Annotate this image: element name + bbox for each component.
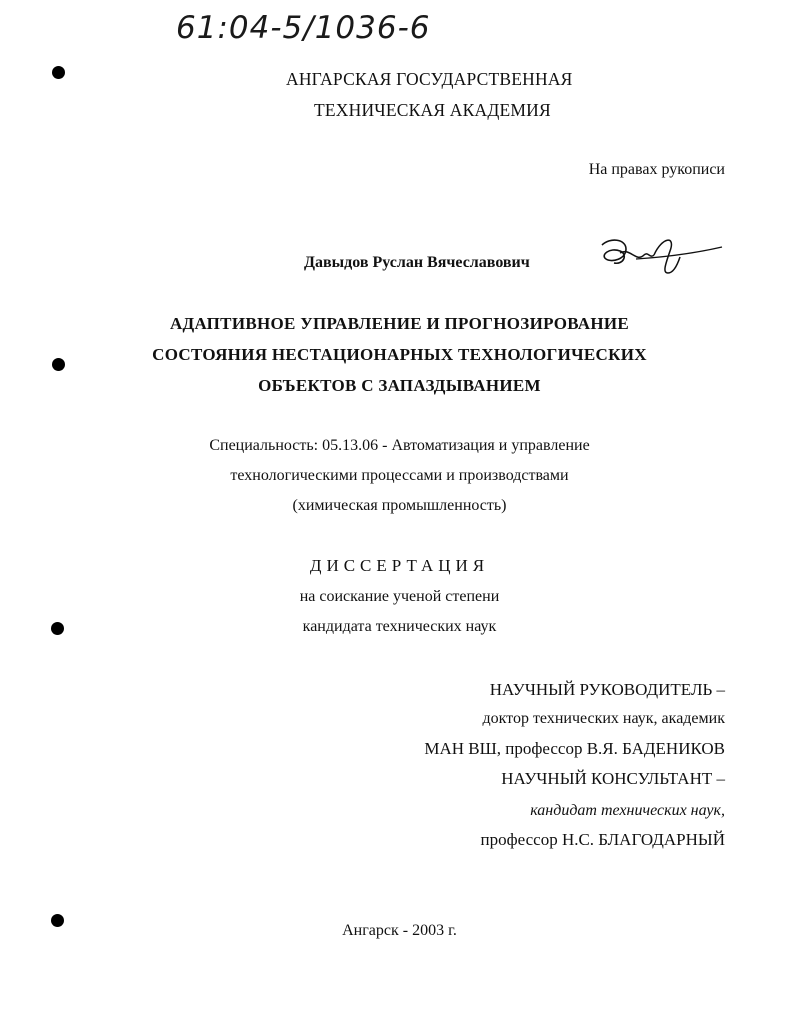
consultant-heading: НАУЧНЫЙ КОНСУЛЬТАНТ – <box>501 769 725 788</box>
specialty-line-3: (химическая промышленность) <box>292 497 507 514</box>
institution-line-2: ТЕХНИЧЕСКАЯ АКАДЕМИЯ <box>314 100 551 120</box>
work-type: ДИССЕРТАЦИЯ <box>309 556 490 575</box>
place-year: Ангарск - 2003 г. <box>342 922 457 939</box>
specialty-line-2: технологическими процессами и производствами <box>230 467 569 484</box>
archive-mark: 61:04-5/1036-6 <box>176 10 431 46</box>
supervisor-degree: доктор технических наук, академик <box>482 710 725 727</box>
specialty-line-1: Специальность: 05.13.06 - Автоматизация и управление <box>209 437 590 454</box>
institution-line-1: АНГАРСКАЯ ГОСУДАРСТВЕННАЯ <box>286 69 573 89</box>
degree-line-1: на соискание ученой степени <box>299 588 500 605</box>
degree-line-2: кандидата технических наук <box>302 618 497 635</box>
title-line-3: ОБЪЕКТОВ С ЗАПАЗДЫВАНИЕМ <box>258 376 541 395</box>
supervisor-name: МАН ВШ, профессор В.Я. БАДЕНИКОВ <box>424 739 725 758</box>
binder-hole-mark <box>52 66 65 79</box>
author-name: Давыдов Руслан Вячеславович <box>304 254 530 271</box>
title-line-1: АДАПТИВНОЕ УПРАВЛЕНИЕ И ПРОГНОЗИРОВАНИЕ <box>169 314 630 333</box>
consultant-name: профессор Н.С. БЛАГОДАРНЫЙ <box>480 830 725 849</box>
rights-note: На правах рукописи <box>588 161 725 178</box>
supervisor-heading: НАУЧНЫЙ РУКОВОДИТЕЛЬ – <box>489 680 725 699</box>
consultant-degree: кандидат технических наук, <box>530 802 725 819</box>
signature-icon <box>596 233 726 277</box>
title-line-2: СОСТОЯНИЯ НЕСТАЦИОНАРНЫХ ТЕХНОЛОГИЧЕСКИХ <box>152 345 647 364</box>
